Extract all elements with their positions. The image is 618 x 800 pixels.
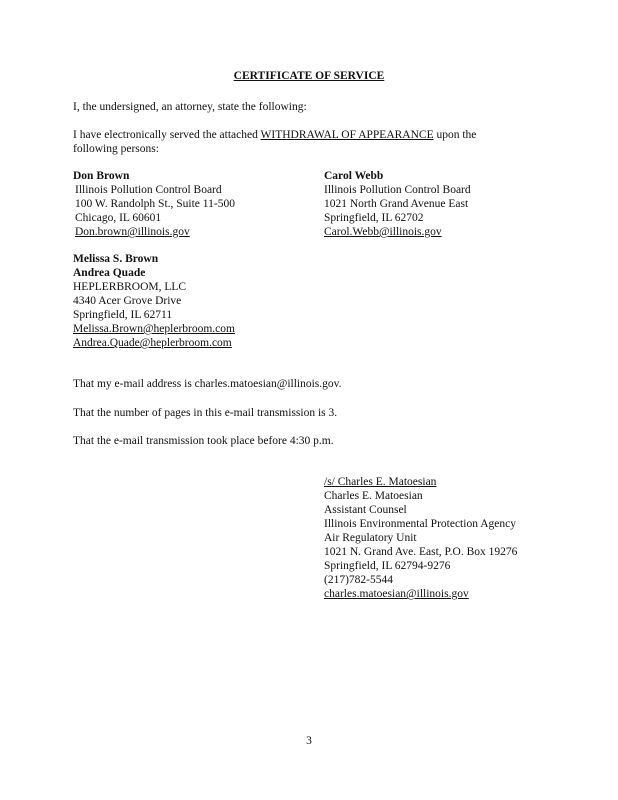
recipient-address2: Springfield, IL 62702 [324, 212, 424, 224]
recipient-carol-webb [324, 169, 471, 239]
statement-time: That the e-mail transmission took place before 4:30 p.m. [73, 435, 334, 447]
page-number: 3 [306, 735, 312, 747]
recipient-org: Illinois Pollution Control Board [324, 184, 471, 196]
recipient-name-1: Melissa S. Brown [73, 253, 159, 265]
served-statement [73, 128, 476, 142]
recipient-email[interactable]: Carol.Webb@illinois.gov [324, 226, 442, 238]
statement-page-count: That the number of pages in this e-mail transmission is 3. [73, 407, 338, 419]
recipient-email[interactable]: Don.brown@illinois.gov [75, 226, 190, 238]
signer-address2: Springfield, IL 62794-9276 [324, 560, 451, 572]
served-document-title: WITHDRAWAL OF APPEARANCE [260, 129, 434, 141]
signature-block [324, 475, 517, 601]
signer-agency: Illinois Environmental Protection Agency [324, 518, 516, 530]
recipient-email-2[interactable]: Andrea.Quade@heplerbroom.com [73, 337, 232, 349]
recipient-name: Carol Webb [324, 170, 384, 182]
statement-email: That my e-mail address is charles.matoesian@illinois.gov. [73, 378, 342, 390]
recipient-name-2: Andrea Quade [73, 267, 146, 279]
recipient-org: HEPLERBROOM, LLC [73, 281, 187, 293]
signer-unit: Air Regulatory Unit [324, 532, 417, 544]
signer-title: Assistant Counsel [324, 504, 407, 516]
recipient-address1: 1021 North Grand Avenue East [324, 198, 469, 210]
recipient-org: Illinois Pollution Control Board [75, 184, 222, 196]
recipient-address1: 100 W. Randolph St., Suite 11-500 [75, 198, 235, 210]
recipient-don-brown [73, 169, 235, 239]
signer-name: Charles E. Matoesian [324, 490, 423, 502]
served-prefix: I have electronically served the attached [73, 129, 261, 141]
recipient-heplerbroom [73, 252, 235, 350]
recipient-name: Don Brown [73, 170, 130, 182]
signature-line: /s/ Charles E. Matoesian [324, 476, 437, 488]
recipient-email-1[interactable]: Melissa.Brown@heplerbroom.com [73, 323, 235, 335]
signer-phone: (217)782-5544 [324, 574, 393, 586]
recipient-address1: 4340 Acer Grove Drive [73, 295, 182, 307]
recipient-address2: Springfield, IL 62711 [73, 309, 173, 321]
served-statement-line2: following persons: [73, 143, 159, 155]
recipient-address2: Chicago, IL 60601 [75, 212, 162, 224]
intro-statement: I, the undersigned, an attorney, state the following: [73, 101, 307, 113]
document-title: CERTIFICATE OF SERVICE [233, 70, 385, 82]
signer-email[interactable]: charles.matoesian@illinois.gov [324, 588, 469, 600]
footer-scan-dots [140, 790, 500, 792]
signer-address1: 1021 N. Grand Ave. East, P.O. Box 19276 [324, 546, 518, 558]
served-suffix: upon the [433, 129, 477, 141]
